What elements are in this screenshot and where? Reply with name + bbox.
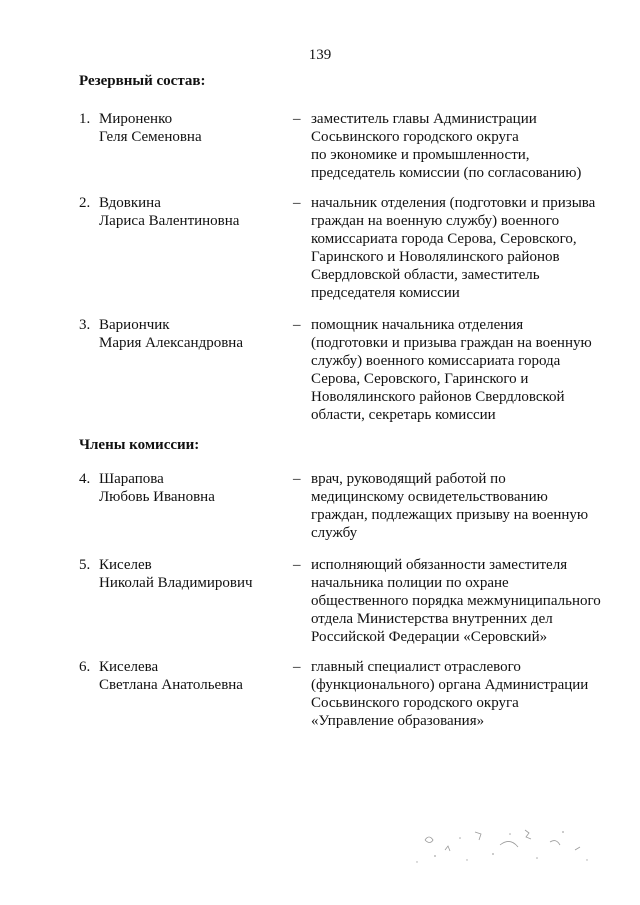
description-line: помощник начальника отделения bbox=[311, 317, 524, 333]
description-line: медицинскому освидетельствованию bbox=[311, 489, 548, 505]
entry-number: 2. bbox=[79, 195, 91, 211]
scan-artifact-stamp bbox=[405, 820, 605, 870]
entry-surname: Киселев bbox=[99, 557, 152, 573]
description-line: начальник отделения (подготовки и призыва bbox=[311, 195, 596, 211]
description-line: (подготовки и призыва граждан на военную bbox=[311, 335, 592, 351]
entry-name bbox=[99, 470, 289, 506]
entry-description bbox=[311, 556, 611, 646]
description-line: по экономике и промышленности, bbox=[311, 147, 530, 163]
entry-surname: Вариончик bbox=[99, 317, 170, 333]
description-line: граждан на военную службу) военного bbox=[311, 213, 560, 229]
description-line: председателя комиссии bbox=[311, 285, 460, 301]
entry-given-names: Лариса Валентиновна bbox=[99, 213, 240, 229]
description-line: Сосьвинского городского округа bbox=[311, 695, 519, 711]
description-line: начальника полиции по охране bbox=[311, 575, 509, 591]
entry-dash: – bbox=[293, 111, 301, 127]
entry-dash: – bbox=[293, 557, 301, 573]
description-line: Серова, Серовского, Гаринского и bbox=[311, 371, 529, 387]
entry-description bbox=[311, 658, 611, 730]
description-line: Свердловской области, заместитель bbox=[311, 267, 540, 283]
entry-surname: Шарапова bbox=[99, 471, 164, 487]
description-line: заместитель главы Администрации bbox=[311, 111, 537, 127]
entry-number: 4. bbox=[79, 471, 91, 487]
entry-surname: Киселева bbox=[99, 659, 159, 675]
description-line: (функционального) органа Администрации bbox=[311, 677, 589, 693]
page-number: 139 bbox=[308, 47, 332, 63]
entry-surname: Вдовкина bbox=[99, 195, 161, 211]
entry-number: 1. bbox=[79, 111, 91, 127]
entry-given-names: Геля Семеновна bbox=[99, 129, 202, 145]
entry-dash: – bbox=[293, 195, 301, 211]
description-line: врач, руководящий работой по bbox=[311, 471, 506, 487]
entry-description bbox=[311, 194, 611, 302]
description-line: службу bbox=[311, 525, 358, 541]
entry-given-names: Мария Александровна bbox=[99, 335, 243, 351]
entry-dash: – bbox=[293, 317, 301, 333]
entry-description bbox=[311, 470, 611, 542]
entry-given-names: Николай Владимирович bbox=[99, 575, 253, 591]
entry-name bbox=[99, 658, 289, 694]
description-line: области, секретарь комиссии bbox=[311, 407, 496, 423]
entry-dash: – bbox=[293, 659, 301, 675]
entry-dash: – bbox=[293, 471, 301, 487]
description-line: Российской Федерации «Серовский» bbox=[311, 629, 548, 645]
description-line: отдела Министерства внутренних дел bbox=[311, 611, 553, 627]
section-title-members: Члены комиссии: bbox=[79, 437, 200, 453]
description-line: «Управление образования» bbox=[311, 713, 485, 729]
entry-number: 3. bbox=[79, 317, 91, 333]
description-line: общественного порядка межмуниципального bbox=[311, 593, 601, 609]
entry-name bbox=[99, 316, 289, 352]
description-line: Сосьвинского городского округа bbox=[311, 129, 519, 145]
section-title-reserve: Резервный состав: bbox=[79, 73, 206, 89]
description-line: исполняющий обязанности заместителя bbox=[311, 557, 568, 573]
description-line: главный специалист отраслевого bbox=[311, 659, 521, 675]
entry-name bbox=[99, 556, 289, 592]
entry-number: 6. bbox=[79, 659, 91, 675]
entry-description bbox=[311, 110, 611, 182]
entry-description bbox=[311, 316, 611, 424]
entry-number: 5. bbox=[79, 557, 91, 573]
entry-given-names: Любовь Ивановна bbox=[99, 489, 215, 505]
description-line: службу) военного комиссариата города bbox=[311, 353, 561, 369]
description-line: Гаринского и Новолялинского районов bbox=[311, 249, 560, 265]
description-line: комиссариата города Серова, Серовского, bbox=[311, 231, 577, 247]
description-line: граждан, подлежащих призыву на военную bbox=[311, 507, 589, 523]
description-line: Новолялинского районов Свердловской bbox=[311, 389, 565, 405]
description-line: председатель комиссии (по согласованию) bbox=[311, 165, 582, 181]
entry-name bbox=[99, 194, 289, 230]
entry-name bbox=[99, 110, 289, 146]
entry-surname: Мироненко bbox=[99, 111, 173, 127]
entry-given-names: Светлана Анатольевна bbox=[99, 677, 243, 693]
